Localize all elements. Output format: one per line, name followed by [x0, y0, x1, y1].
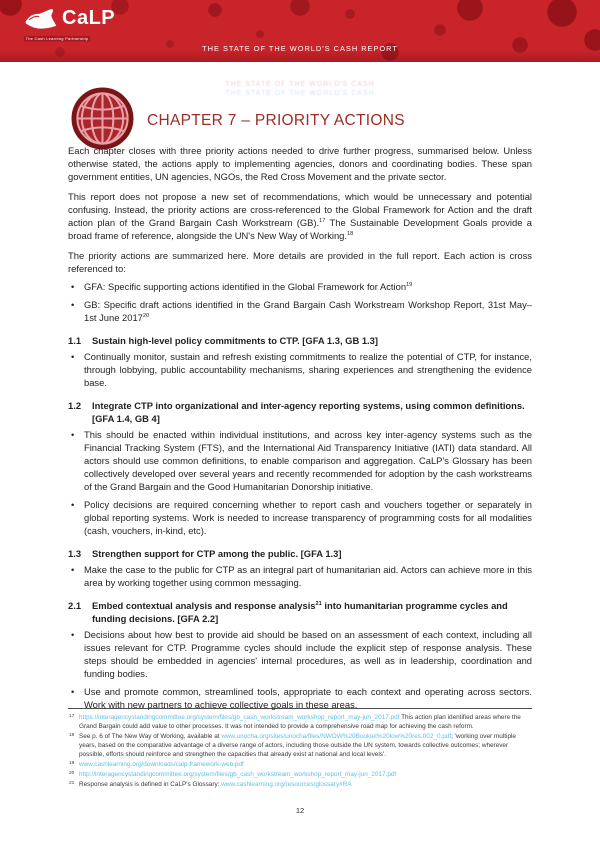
footnote-text: Response analysis is defined in CaLP's Glossary:: [79, 781, 222, 788]
section-title: [92, 599, 532, 625]
footnote-link[interactable]: www.cashlearning.org/resources/glossary#RA: [221, 781, 352, 788]
calp-logo: [24, 7, 115, 31]
intro-paragraph-2-text-b: The Sustainable Development Goals provide a broad frame of reference, alongside the UN's New Way of Working.: [68, 217, 532, 241]
bullet-text: GB: Specific draft actions identified in the Grand Bargain Cash Workstream Workshop Report, 31st May–1st June 2017: [84, 299, 532, 323]
footnote-marker-20: 20: [142, 312, 150, 319]
intro-paragraph-2-text: This report does not propose a new set of recommendations, which would be unnecessary and potential confusing. Instead, the priority actions are cross-referenced to the Global Framework for Action and the draft action plan of the Grand Bargain Cash Workstream (GB).: [68, 191, 532, 228]
intro-paragraph-1: Each chapter closes with three priority actions needed to drive further progress, summarised below. Unless otherwise stated, the actions apply to implementing agencies, donors and coordinating bodies. These span government entities, UN agencies, NGOs, the Red Cross Movement and the private sector.: [68, 145, 532, 182]
body-content: [68, 144, 532, 716]
footnote-number: 18: [69, 733, 75, 738]
bullet-item: • This should be enacted within individual institutions, and across key inter-agency systems such as the Financial Tracking System (FTS), and the International Aid Transparency Initiative (IATI) data standard. All actors should use common definitions, to enable comparison and aggregation. CaLP's Glossary has been collectively developed over several years and recently recommended for adoption by the cash workstreams of the Grand Bargain and the Good Humanitarian Donorship initiative.: [68, 428, 532, 493]
reference-bullet-list: [68, 280, 532, 324]
footnote-link[interactable]: https://interagencystandingcommittee.org/system/files/gb_cash_workstream_workshop_report_may-jun_2017.pdf: [79, 714, 400, 721]
bullet-item: • Make the case to the public for CTP as an integral part of humanitarian aid. Actors can achieve more in this area by working together using common messaging.: [68, 563, 532, 589]
footnotes-block: [68, 708, 532, 790]
footnote-number: 17: [69, 714, 75, 719]
section-1-3-heading: [68, 547, 532, 560]
section-1-2-bullets: [68, 428, 532, 537]
footnote-17: [68, 713, 532, 731]
calp-hand-icon: [24, 7, 58, 31]
footnote-marker-21: 21: [315, 600, 322, 607]
page-number: 12: [295, 806, 305, 815]
section-title: Integrate CTP into organizational and inter-agency reporting systems, using common definitions. [GFA 1.4, GB 4]: [92, 400, 525, 424]
footnote-link[interactable]: http://interagencystandingcommittee.org/system/files/gb_cash_workstream_workshop_report_may-jun_2017.pdf: [79, 771, 397, 778]
footnote-number: 19: [69, 761, 75, 766]
footnote-link[interactable]: www.unocha.org/sites/unocha/files/NWOW%20Booklet%20low%20res.002_0.pdf: [221, 733, 452, 740]
bullet-item: • Use and promote common, streamlined tools, appropriate to each context and operating across sectors. Work with new partners to achieve collective goals in these areas.: [68, 685, 532, 711]
footnote-number: 20: [69, 771, 75, 776]
footnote-19: [68, 760, 532, 769]
section-title: Strengthen support for CTP among the public. [GFA 1.3]: [92, 548, 342, 559]
footnote-text: This action plan identified areas where the Grand Bargain could add value to other processes. It was not intended to provide a comprehensive road map for achieving the cash reform.: [79, 714, 521, 730]
calp-logo-tagline: The Cash Learning Partnership: [25, 36, 89, 41]
footnote-marker-19: 19: [406, 281, 413, 288]
footnote-20: [68, 770, 532, 779]
calp-logo-text: CaLP: [62, 7, 116, 29]
section-2-1-heading: [68, 599, 532, 625]
bullet-item: • Decisions about how best to provide aid should be based on an assessment of each context, including all issues relevant for CTP. Programme cycles should include the explicit step of response analysis. These steps should be embedded in agencies' internal procedures, as well as in leadership, coordination and funding bodies.: [68, 628, 532, 680]
section-1-3-bullets: [68, 563, 532, 589]
section-title-text: Embed contextual analysis and response analysis: [92, 600, 316, 611]
section-1-2-heading: [68, 399, 532, 425]
bullet-text: GFA: Specific supporting actions identified in the Global Framework for Action: [84, 281, 407, 292]
intro-paragraph-3: The priority actions are summarized here. More details are provided in the full report. Each action is cross referenced to:: [68, 250, 532, 274]
chapter-title: CHAPTER 7 – PRIORITY ACTIONS: [147, 112, 405, 129]
bullet-item: • Continually monitor, sustain and refresh existing commitments to realize the potential of CTP, for instance, through lobbying, public accountability mechanisms, sharing experiences and strengthening the evidence base.: [68, 350, 532, 389]
report-header-band: [0, 0, 600, 62]
section-number: 1.2: [68, 400, 82, 411]
intro-paragraph-2: [68, 190, 532, 242]
section-1-1-heading: [68, 334, 532, 347]
section-number: 2.1: [68, 600, 82, 611]
footnote-text: See p. 6 of The New Way of Working, available at: [79, 733, 222, 740]
section-2-1-bullets: [68, 628, 532, 711]
report-title: THE STATE OF THE WORLD'S CASH REPORT: [202, 44, 398, 53]
section-title-text-b: into humanitarian programme cycles and funding decisions. [GFA 2.2]: [92, 600, 508, 624]
bullet-item: • Policy decisions are required concerning whether to report cash and vouchers together or separately in global reporting systems. Work is needed to increase transparency of programming costs for all modalities (cash, vouchers, in-kind, etc).: [68, 498, 532, 537]
footnote-link[interactable]: www.cashlearning.org/downloads/calp-framework-web.pdf: [79, 761, 244, 768]
bullet-item-gfa: [68, 280, 532, 293]
section-title: Sustain high-level policy commitments to CTP. [GFA 1.3, GB 1.3]: [92, 335, 378, 346]
page-bleed-ghost-text: THE STATE OF THE WORLD'S CASH THE STATE OF THE WORLD'S CASH: [225, 81, 375, 97]
bullet-item-gb: [68, 298, 532, 324]
footnote-18: [68, 732, 532, 759]
section-number: 1.1: [68, 335, 82, 346]
section-1-1-bullets: [68, 350, 532, 389]
footnote-text: ; 'working over multiple years, based on the comparative advantage of a diverse range of actors, including those outside the UN system, towards collective outcomes; wherever possible, efforts should reinforce and strengthen the capacities that already exist at national and local levels'.: [79, 733, 516, 758]
footnote-marker-17: 17: [319, 217, 326, 224]
footnote-marker-18: 18: [347, 230, 354, 237]
footnote-number: 21: [69, 781, 75, 786]
footnote-21: [68, 780, 532, 789]
section-number: 1.3: [68, 548, 82, 559]
